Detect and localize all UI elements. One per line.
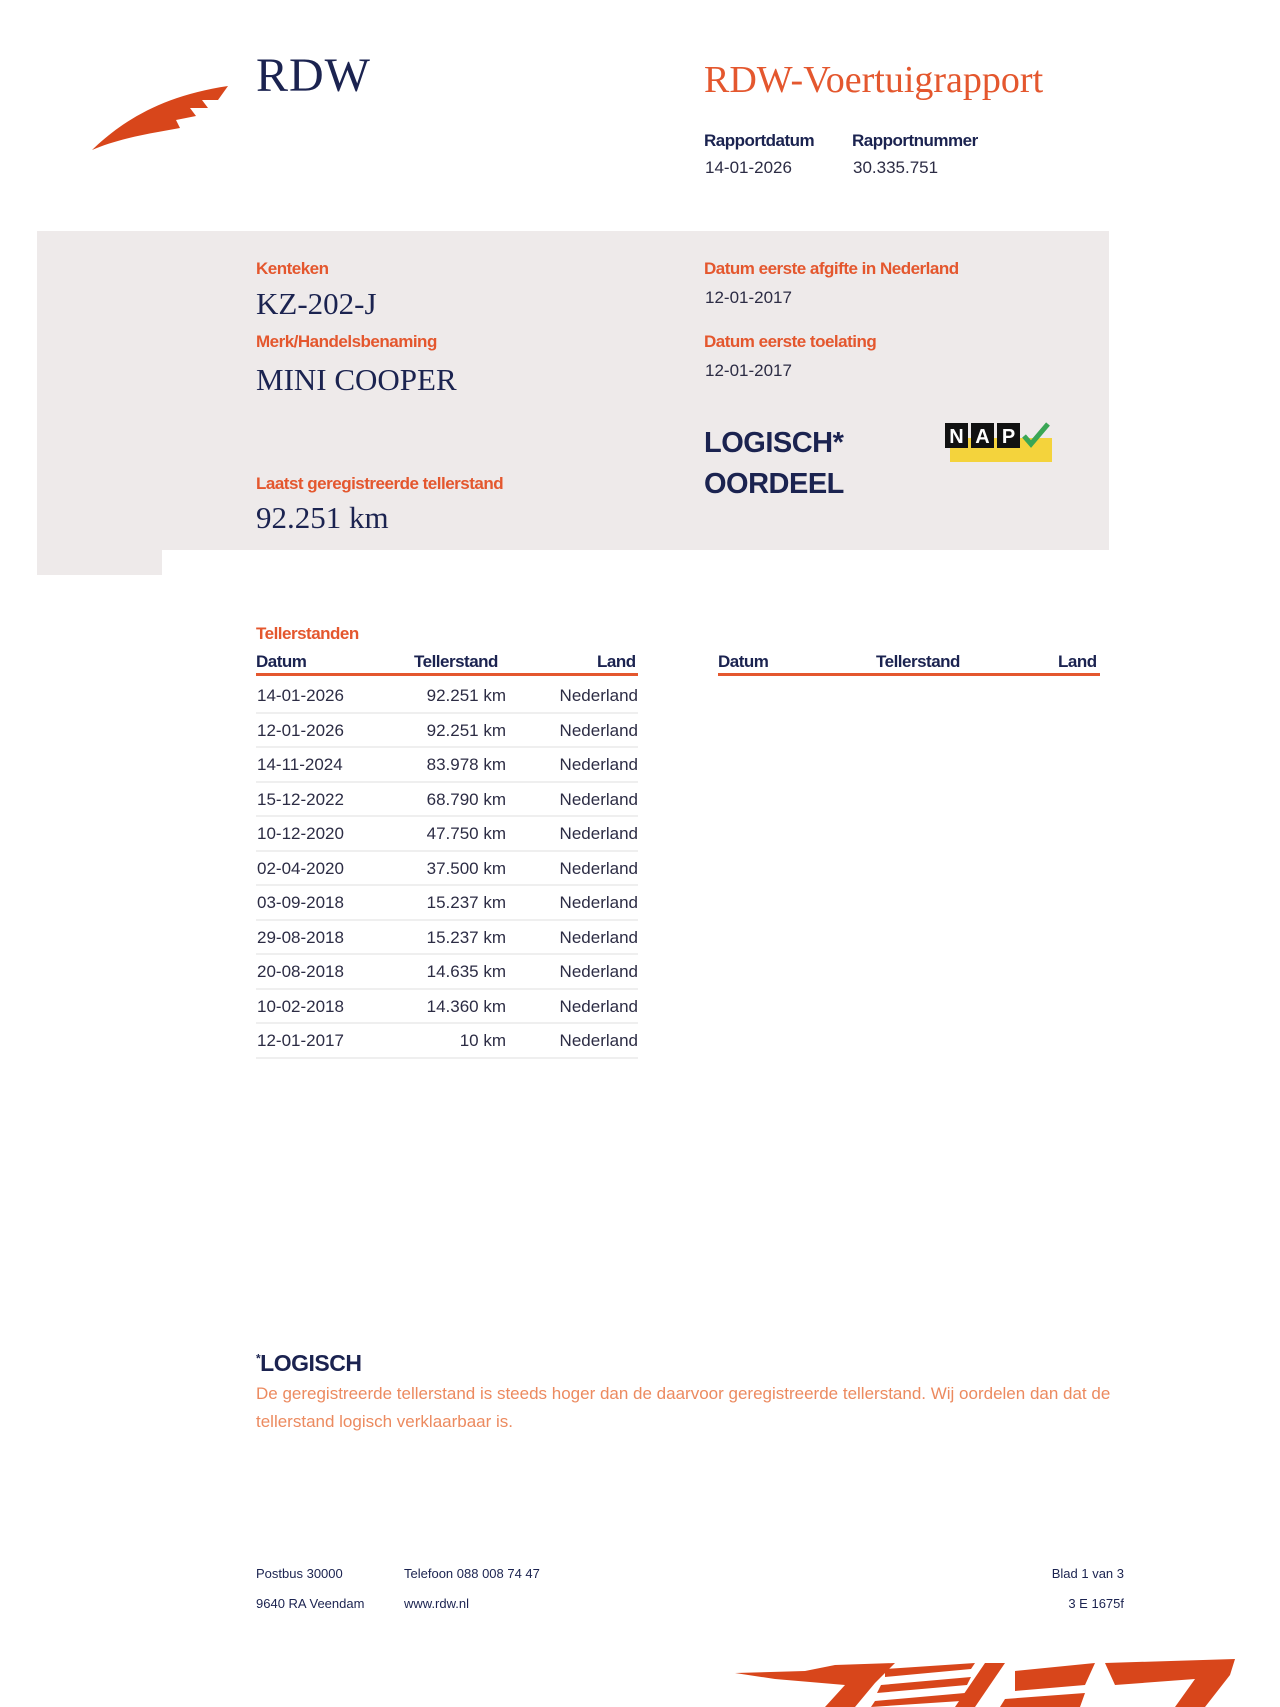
reading-date: 03-09-2018 [257, 893, 344, 912]
table-row [256, 817, 638, 852]
reading-km: 14.360 km [426, 996, 506, 1016]
plate-value: KZ-202-J [256, 286, 377, 321]
reading-date: 10-12-2020 [257, 824, 344, 843]
report-number-label: Rapportnummer [852, 131, 978, 150]
footer-page-number: Blad 1 van 3 [1051, 1566, 1124, 1581]
footer-postbus: Postbus 30000 [256, 1566, 343, 1581]
col-header-date: Datum [256, 652, 307, 671]
reading-date: 20-08-2018 [257, 962, 344, 981]
reading-country: Nederland [559, 893, 638, 912]
first-issue-nl-label: Datum eerste afgifte in Nederland [704, 259, 959, 278]
reading-country: Nederland [559, 1031, 638, 1050]
footer-website-link[interactable]: www.rdw.nl [404, 1596, 470, 1611]
reading-date: 14-01-2026 [257, 686, 344, 705]
reading-country: Nederland [559, 789, 638, 809]
odometer-value: 92.251 km [256, 500, 389, 535]
reading-date: 15-12-2022 [257, 789, 344, 809]
verdict-line-2: OORDEEL [704, 468, 844, 500]
note-title [256, 1350, 361, 1377]
nap-badge-icon [944, 420, 1052, 462]
rdw-logo-icon [90, 78, 238, 156]
reading-km: 15.237 km [426, 927, 506, 947]
reading-date: 14-11-2024 [257, 755, 343, 774]
col-header-km-right: Tellerstand [876, 652, 960, 671]
decorative-arrows-icon [735, 1655, 1245, 1707]
reading-country: Nederland [559, 996, 638, 1016]
col-header-country-right: Land [1058, 652, 1097, 671]
footer-phone: Telefoon 088 008 74 47 [404, 1566, 540, 1581]
table-row [256, 783, 638, 818]
reading-km: 47.750 km [426, 824, 506, 843]
odometer-label: Laatst geregistreerde tellerstand [256, 474, 504, 493]
reading-km: 15.237 km [426, 893, 506, 912]
reading-country: Nederland [559, 962, 638, 981]
header-rule-right [718, 673, 1100, 676]
readings-title: Tellerstanden [256, 624, 359, 643]
table-row [256, 955, 638, 990]
col-header-km: Tellerstand [414, 652, 498, 671]
reading-date: 12-01-2026 [257, 720, 344, 740]
make-label: Merk/Handelsbenaming [256, 332, 437, 351]
first-issue-nl-value: 12-01-2017 [705, 288, 792, 307]
reading-country: Nederland [559, 755, 638, 774]
note-text: De geregistreerde tellerstand is steeds hoger dan de daarvoor geregistreerde tellerstand. Wij oordelen dan dat de tellerstand logisch verklaarbaar is. [256, 1384, 1111, 1431]
table-row [256, 886, 638, 921]
col-header-date-right: Datum [718, 652, 769, 671]
reading-km: 10 km [459, 1031, 506, 1050]
nap-letter-a: A [975, 426, 990, 448]
reading-date: 10-02-2018 [257, 996, 344, 1016]
table-row [256, 679, 638, 714]
reading-country: Nederland [559, 858, 638, 878]
readings-table [256, 679, 638, 1059]
make-value: MINI COOPER [256, 362, 457, 397]
table-row [256, 1024, 638, 1059]
reading-km: 14.635 km [426, 962, 506, 981]
panel-tail [37, 548, 162, 575]
report-date-label: Rapportdatum [704, 131, 815, 150]
first-admission-value: 12-01-2017 [705, 361, 792, 380]
reading-country: Nederland [559, 720, 638, 740]
header-rule-left [256, 673, 638, 676]
report-title: RDW-Voertuigrapport [704, 59, 1044, 101]
table-row [256, 748, 638, 783]
table-row [256, 990, 638, 1025]
reading-km: 92.251 km [426, 720, 506, 740]
reading-km: 68.790 km [426, 789, 506, 809]
reading-km: 92.251 km [426, 686, 506, 705]
nap-letter-p: P [1001, 426, 1016, 448]
first-admission-label: Datum eerste toelating [704, 332, 877, 351]
note-title-text: LOGISCH [260, 1350, 362, 1376]
reading-country: Nederland [559, 824, 638, 843]
footer-code: 3 E 1675f [1068, 1596, 1124, 1611]
reading-date: 29-08-2018 [257, 927, 344, 947]
reading-country: Nederland [559, 927, 638, 947]
reading-km: 83.978 km [426, 755, 506, 774]
reading-date: 02-04-2020 [257, 858, 344, 878]
nap-letter-n: N [949, 426, 964, 448]
plate-label: Kenteken [256, 259, 329, 278]
note-asterisk: * [256, 1351, 261, 1366]
brand-name: RDW [256, 49, 371, 102]
reading-country: Nederland [559, 686, 638, 705]
col-header-country: Land [597, 652, 636, 671]
verdict-line-1: LOGISCH* [704, 427, 844, 459]
table-row [256, 714, 638, 749]
table-row [256, 852, 638, 887]
footer-city: 9640 RA Veendam [256, 1596, 365, 1611]
table-row [256, 921, 638, 956]
reading-km: 37.500 km [426, 858, 506, 878]
report-number: 30.335.751 [853, 158, 939, 177]
report-date: 14-01-2026 [705, 158, 792, 177]
reading-date: 12-01-2017 [257, 1031, 344, 1050]
